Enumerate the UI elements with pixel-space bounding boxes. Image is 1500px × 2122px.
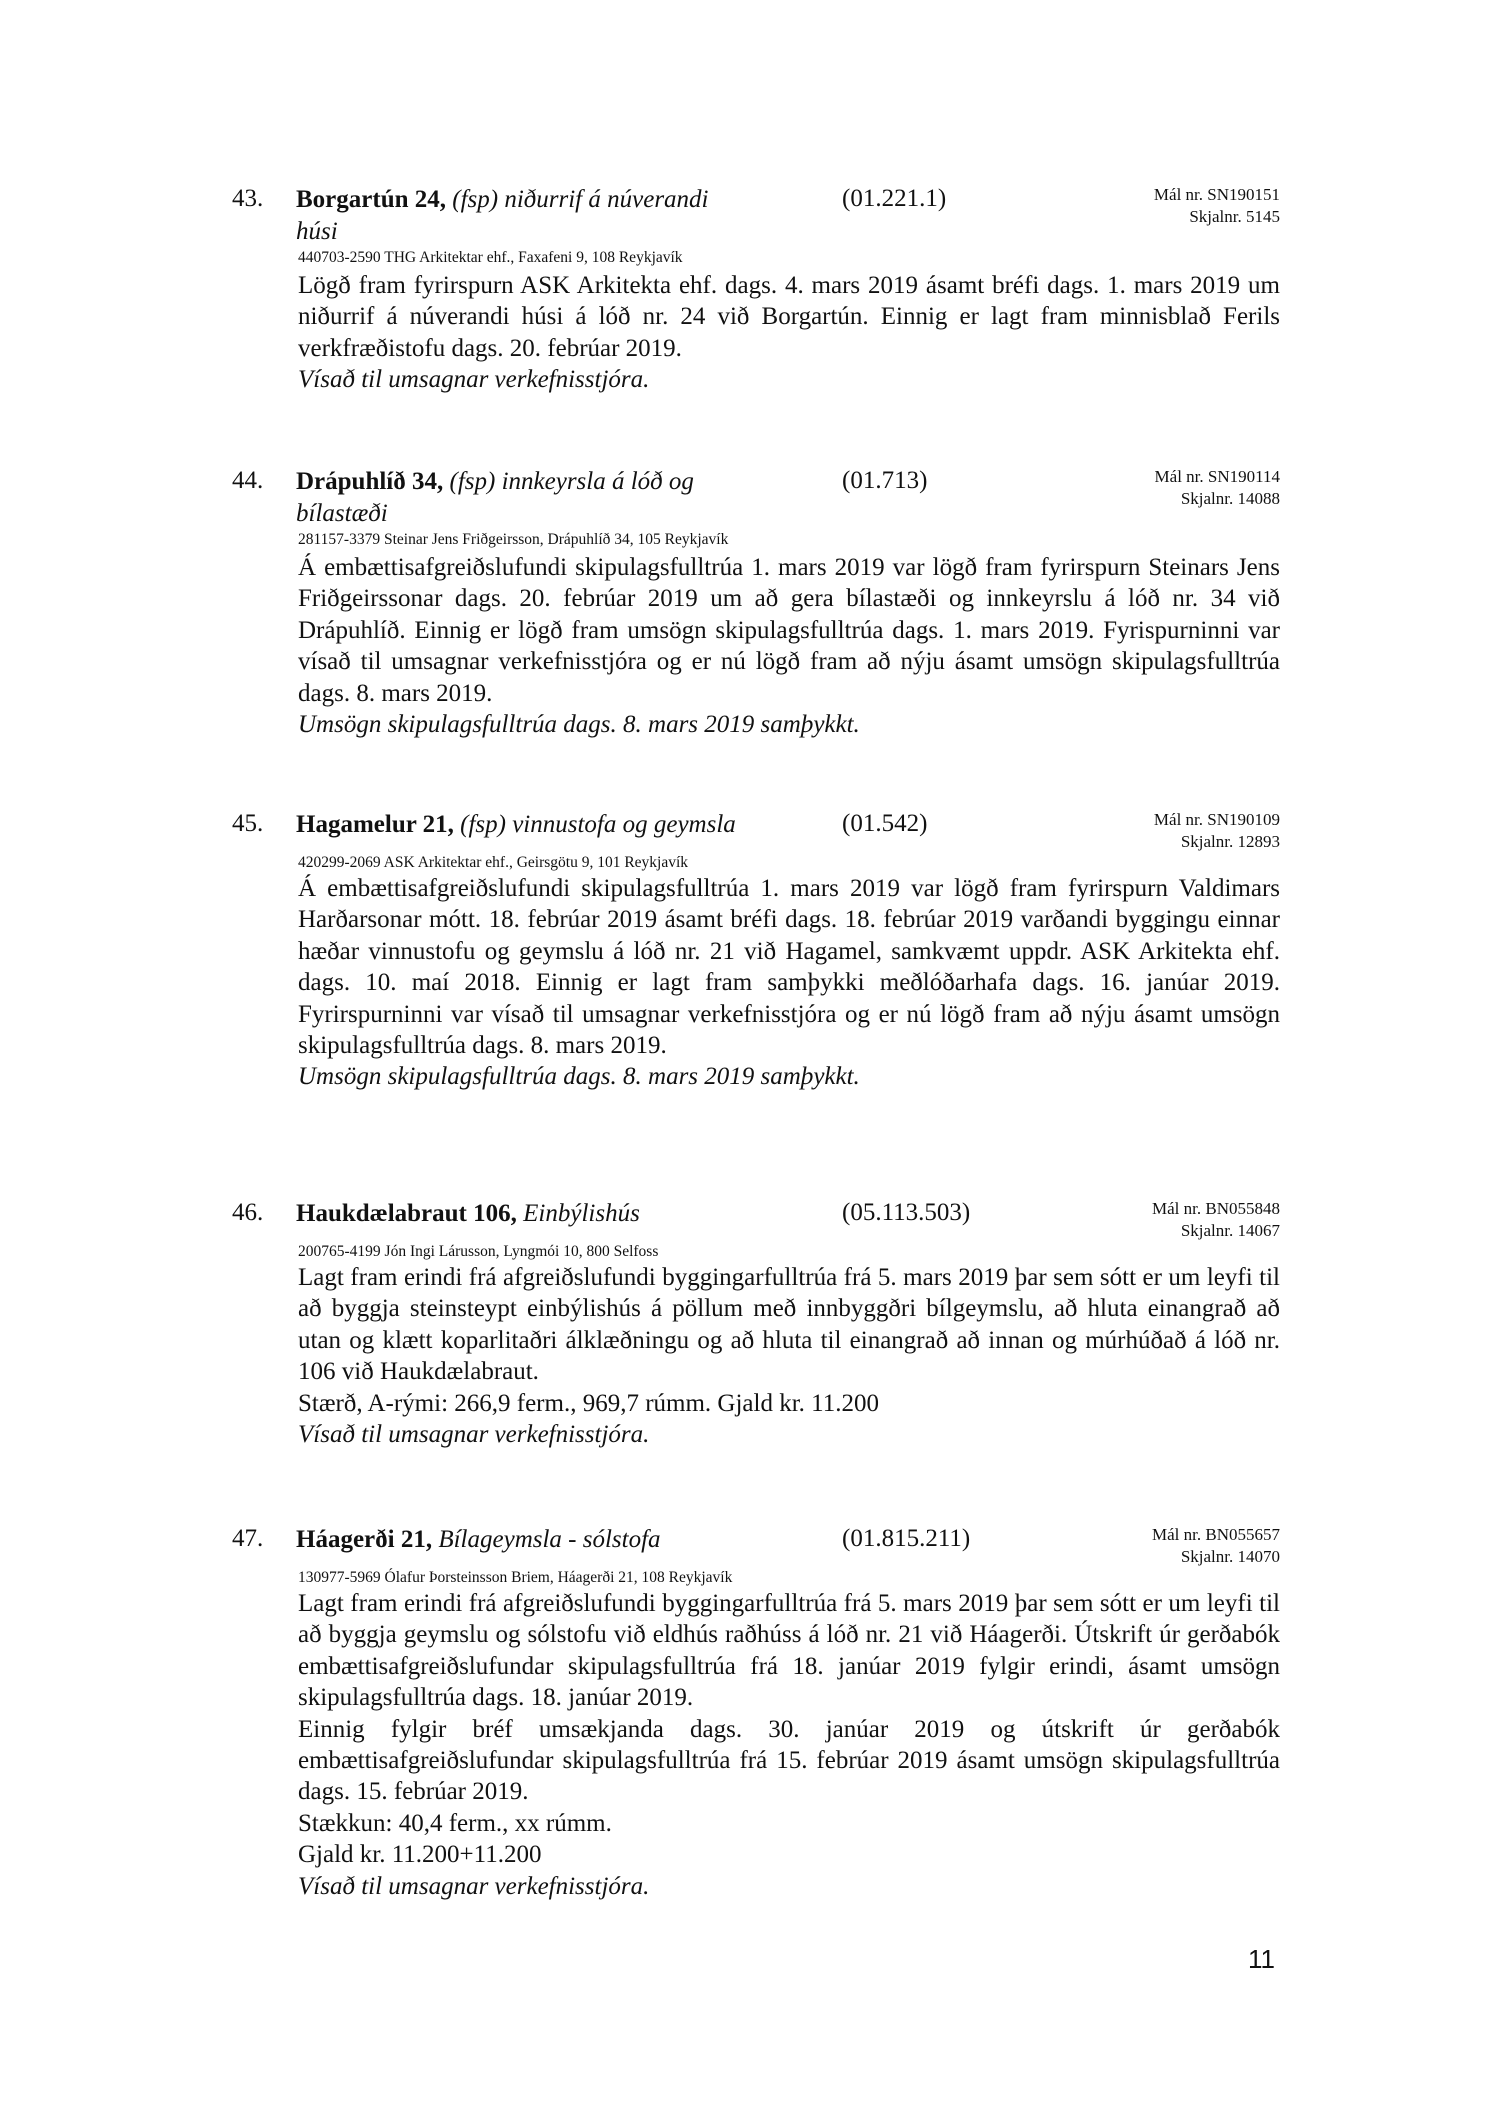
case-number: Mál nr. SN190151 bbox=[1153, 185, 1280, 204]
case-number: Mál nr. BN055848 bbox=[1152, 1199, 1280, 1218]
entry-title bbox=[296, 1524, 816, 1556]
entry-body bbox=[298, 1262, 1280, 1450]
entry-title bbox=[296, 1198, 816, 1230]
fee-line: Gjald kr. 11.200+11.200 bbox=[298, 1841, 542, 1869]
case-number: Mál nr. SN190114 bbox=[1154, 467, 1280, 486]
document-number: Skjalnr. 14070 bbox=[1180, 1547, 1280, 1566]
case-type: (fsp) niðurrif á núverandi bbox=[452, 186, 709, 213]
case-type: Bílageymsla - sólstofa bbox=[438, 1526, 661, 1553]
entry-title bbox=[296, 809, 816, 841]
entry-number: 45. bbox=[232, 810, 264, 837]
paragraph: Á embættisafgreiðslufundi skipulagsfulltrúa 1. mars 2019 var lögð fram fyrirspurn Steinars Jens Friðgeirssonar dags. 20. febrúar 2019 um að gera bílastæði og innkeyrslu á lóð nr. 34 við Drápuhlíð. Einnig er lögð fram umsögn skipulagsfulltrúa dags. 1. mars 2019. Fyrispurninni var vísað til umsagnar verkefnisstjóra og er nú lögð fram að nýju ásamt umsögn skipulagsfulltrúa dags. 8. mars 2019. bbox=[298, 554, 1280, 707]
conclusion: Vísað til umsagnar verkefnisstjóra. bbox=[298, 1872, 650, 1900]
land-code: (01.815.211) bbox=[842, 1525, 971, 1552]
case-meta bbox=[1154, 809, 1280, 853]
page-number: 11 bbox=[1248, 1944, 1275, 1974]
case-meta bbox=[1154, 184, 1280, 228]
applicant: 440703-2590 THG Arkitektar ehf., Faxafeni 9, 108 Reykjavík bbox=[298, 249, 683, 266]
case-number: Mál nr. SN190109 bbox=[1153, 810, 1280, 829]
case-number: Mál nr. BN055657 bbox=[1152, 1525, 1280, 1544]
street-address: Haukdælabraut 106, bbox=[296, 1200, 517, 1227]
land-code: (01.542) bbox=[842, 810, 928, 837]
paragraph: Lagt fram erindi frá afgreiðslufundi byggingarfulltrúa frá 5. mars 2019 þar sem sótt er um leyfi til að byggja geymslu og sólstofu við eldhús raðhúss á lóð nr. 21 við Háagerði. Útskrift úr gerðabók embættisafgreiðslufundar skipulagsfulltrúa frá 18. janúar 2019 fylgir erindi, ásamt umsögn skipulagsfulltrúa dags. 18. janúar 2019. bbox=[298, 1590, 1280, 1712]
case-type: Einbýlishús bbox=[523, 1200, 640, 1227]
entry-body bbox=[298, 552, 1280, 740]
case-type-cont: húsi bbox=[296, 218, 338, 245]
entry-body bbox=[298, 873, 1280, 1093]
applicant: 420299-2069 ASK Arkitektar ehf., Geirsgötu 9, 101 Reykjavík bbox=[298, 854, 689, 871]
land-code: (01.713) bbox=[842, 467, 928, 494]
conclusion: Umsögn skipulagsfulltrúa dags. 8. mars 2019 samþykkt. bbox=[298, 1063, 860, 1091]
case-meta bbox=[1152, 1524, 1280, 1568]
paragraph: Á embættisafgreiðslufundi skipulagsfulltrúa 1. mars 2019 var lögð fram fyrirspurn Valdimars Harðarsonar mótt. 18. febrúar 2019 ásamt bréfi dags. 18. febrúar 2019 varðandi byggingu einnar hæðar vinnustofu og geymslu á lóð nr. 21 við Hagamel, samkvæmt uppdr. ASK Arkitekta ehf. dags. 10. maí 2018. Einnig er lagt fram samþykki meðlóðarhafa dags. 16. janúar 2019. Fyrirspurninni var vísað til umsagnar verkefnisstjóra og er nú lögð fram að nýju ásamt umsögn skipulagsfulltrúa dags. 8. mars 2019. bbox=[298, 875, 1280, 1060]
entry-number: 44. bbox=[232, 467, 264, 494]
paragraph: Einnig fylgir bréf umsækjanda dags. 30. janúar 2019 og útskrift úr gerðabók embættisafgreiðslufundar skipulagsfulltrúa frá 15. febrúar 2019 ásamt umsögn skipulagsfulltrúa dags. 15. febrúar 2019. bbox=[298, 1715, 1280, 1806]
document-number: Skjalnr. 5145 bbox=[1189, 207, 1280, 226]
applicant: 130977-5969 Ólafur Þorsteinsson Briem, Háagerði 21, 108 Reykjavík bbox=[298, 1569, 733, 1586]
case-type: (fsp) vinnustofa og geymsla bbox=[460, 811, 736, 838]
document-number: Skjalnr. 14088 bbox=[1180, 489, 1280, 508]
case-meta bbox=[1152, 1198, 1280, 1242]
street-address: Hagamelur 21, bbox=[296, 811, 454, 838]
conclusion: Vísað til umsagnar verkefnisstjóra. bbox=[298, 1421, 650, 1449]
case-type: (fsp) innkeyrsla á lóð og bbox=[449, 468, 694, 495]
case-type-cont: bílastæði bbox=[296, 500, 388, 527]
entry-title bbox=[296, 184, 816, 248]
conclusion: Umsögn skipulagsfulltrúa dags. 8. mars 2019 samþykkt. bbox=[298, 711, 860, 739]
street-address: Drápuhlíð 34, bbox=[296, 468, 444, 495]
document-number: Skjalnr. 12893 bbox=[1180, 832, 1280, 851]
entry-body bbox=[298, 270, 1280, 396]
paragraph: Lögð fram fyrirspurn ASK Arkitekta ehf. dags. 4. mars 2019 ásamt bréfi dags. 1. mars 2019 um niðurrif á núverandi húsi á lóð nr. 24 við Borgartún. Einnig er lagt fram minnisblað Ferils verkfræðistofu dags. 20. febrúar 2019. bbox=[298, 272, 1280, 362]
land-code: (01.221.1) bbox=[842, 185, 947, 212]
document-number: Skjalnr. 14067 bbox=[1180, 1221, 1280, 1240]
conclusion: Vísað til umsagnar verkefnisstjóra. bbox=[298, 366, 650, 394]
applicant: 281157-3379 Steinar Jens Friðgeirsson, Drápuhlíð 34, 105 Reykjavík bbox=[298, 531, 729, 548]
entry-number: 43. bbox=[232, 185, 264, 212]
entry-number: 47. bbox=[232, 1525, 264, 1552]
size-line: Stækkun: 40,4 ferm., xx rúmm. bbox=[298, 1809, 612, 1837]
size-fee-line: Stærð, A-rými: 266,9 ferm., 969,7 rúmm. Gjald kr. 11.200 bbox=[298, 1389, 879, 1417]
entry-body bbox=[298, 1588, 1280, 1902]
street-address: Borgartún 24, bbox=[296, 186, 446, 213]
entry-title bbox=[296, 466, 816, 530]
paragraph: Lagt fram erindi frá afgreiðslufundi byggingarfulltrúa frá 5. mars 2019 þar sem sótt er um leyfi til að byggja steinsteypt einbýlishús á pöllum með innbyggðri bílgeymslu, að hluta einangrað að utan og klætt koparlitaðri álklæðningu og að hluta til einangrað að innan og múrhúðað á lóð nr. 106 við Haukdælabraut. bbox=[298, 1264, 1280, 1386]
case-meta bbox=[1155, 466, 1280, 510]
land-code: (05.113.503) bbox=[842, 1199, 971, 1226]
street-address: Háagerði 21, bbox=[296, 1526, 433, 1553]
entry-number: 46. bbox=[232, 1199, 264, 1226]
applicant: 200765-4199 Jón Ingi Lárusson, Lyngmói 10, 800 Selfoss bbox=[298, 1243, 659, 1260]
